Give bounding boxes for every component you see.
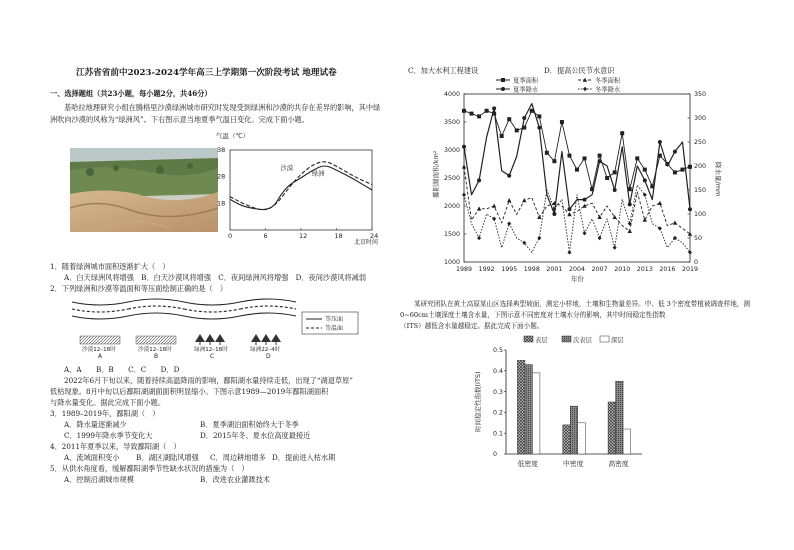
question-3-option-b: B．夏季湖泊面积始终大于冬季 <box>200 420 299 429</box>
passage-2-line-1: 2022年6月下旬以来，随着持续高温降雨的影响，鄱阳湖水量持续走低，出现了“湖退草原” <box>64 376 353 385</box>
its-category-label: 低密度 <box>517 460 539 468</box>
temp-series-label: 绿洲 <box>311 169 325 178</box>
lake-data-point <box>507 221 511 225</box>
passage-3-line-2: 0~60cm土壤深度土壤含水量，下图示意不同密度对土壤水分的影响，其中时间稳定性指数 <box>400 311 666 319</box>
iso-panel <box>72 302 128 358</box>
lake-data-point <box>462 193 466 197</box>
question-1-options: A．白天绿洲风将增强 B．白天沙漠风将增强 C．夜间绿洲风将增强 D．夜间沙漠风将减弱 <box>64 273 367 282</box>
question-4-option-d: D．提前进入枯水期 <box>272 453 336 462</box>
its-legend-label: 表层 <box>535 337 548 344</box>
its-ytick: 0.5 <box>493 347 504 355</box>
its-legend-swatch <box>524 336 533 342</box>
lake-data-point <box>620 131 624 135</box>
lake-data-point <box>643 168 647 172</box>
lake-data-point <box>470 112 474 116</box>
temp-ytick: 28 <box>217 172 226 181</box>
lake-ytick-left: 4000 <box>444 91 461 99</box>
sand-hatch <box>136 336 176 344</box>
iso-panel-label: 沙漠12–18时 <box>82 347 116 353</box>
lake-ytick-right: 150 <box>694 187 707 195</box>
lake-legend-label: 夏季降水 <box>513 86 539 94</box>
iso-panel <box>184 302 240 358</box>
lake-data-point <box>567 212 571 216</box>
iso-curve <box>240 313 296 316</box>
its-ytick: 0.2 <box>493 409 504 417</box>
iso-legend-label: 等温面 <box>325 325 344 332</box>
lake-data-point <box>583 156 587 160</box>
lake-ytick-left: 2500 <box>444 175 461 183</box>
lake-data-point <box>613 245 617 249</box>
lake-data-point <box>567 207 571 211</box>
its-bar-chart <box>470 334 650 480</box>
lake-data-point <box>680 168 684 172</box>
lake-data-point <box>477 178 481 182</box>
tree-icon <box>261 334 271 342</box>
iso-curve <box>128 313 184 316</box>
lake-xtick: 2019 <box>682 266 699 273</box>
iso-legend-label: 等压面 <box>325 316 344 323</box>
intro-line-2: 洲吹向沙漠的风称为“绿洲风”。下右图示意当地夏季气温日变化。完成下面小题。 <box>50 115 309 124</box>
iso-curve <box>128 306 184 309</box>
lake-ytick-left: 2000 <box>444 203 461 211</box>
its-bar <box>623 429 631 454</box>
question-5-option-c: C．加大水利工程建设 <box>408 66 479 75</box>
lake-ytick-right: 200 <box>694 163 707 171</box>
lake-data-point <box>537 236 541 240</box>
lake-ytick-right: 250 <box>694 139 707 147</box>
lake-ylabel-right: 降水量/mm <box>714 162 722 197</box>
lake-data-point <box>492 106 496 110</box>
sand-hatch <box>80 336 120 344</box>
lake-data-point <box>605 176 609 180</box>
section-heading: 一、选择题组（共23小题，每小题2分，共46分） <box>50 89 212 98</box>
question-3: 3．1989–2019年，鄱阳湖（ ） <box>50 409 160 418</box>
lake-xtick: 1992 <box>478 266 495 273</box>
lake-data-point <box>635 156 639 160</box>
passage-3-line-3: （ITS）越低含水量越稳定。据此完成下面小题。 <box>400 322 544 330</box>
iso-panel-label: 沙漠12–18时 <box>138 347 172 353</box>
lake-legend-label: 夏季面积 <box>513 77 539 85</box>
lake-series-line <box>464 111 690 189</box>
temp-series-line <box>230 162 372 210</box>
intro-line-1: 基哈拉地理研究小组在腾格里沙漠绿洲城市研究时发现受到绿洲和沙漠的共存在差异的影响，其中绿 <box>64 103 381 112</box>
lake-xtick: 2010 <box>614 266 631 273</box>
lake-xtick: 1989 <box>456 266 473 273</box>
temp-xlabel: 北京时间 <box>354 239 379 246</box>
iso-panel <box>240 299 296 358</box>
paper-title: 江苏省省前中2023-2024学年高三上学期第一次阶段考试 地理试卷 <box>76 68 337 78</box>
lake-data-point <box>462 109 466 113</box>
its-ytick: 0.3 <box>493 388 504 396</box>
lake-data-point <box>575 168 579 172</box>
its-bar <box>570 406 578 454</box>
lake-data-point <box>673 220 677 224</box>
iso-curve <box>184 309 240 312</box>
lake-ytick-left: 1000 <box>444 259 461 267</box>
lake-data-point <box>658 226 662 230</box>
its-legend-label: 深层 <box>611 337 624 344</box>
temp-xtick: 12 <box>299 232 308 240</box>
its-bar <box>608 402 616 454</box>
temp-ylabel: 气温（℃） <box>216 132 250 140</box>
passage-2-line-2: 低枯现象。8月中旬以后鄱阳湖湖面面积明显缩小。下图示意1989—2019年鄱阳湖面积 <box>50 387 329 396</box>
lake-data-point <box>598 236 602 240</box>
lake-legend-label: 冬季面积 <box>595 77 621 85</box>
its-bar <box>563 425 571 454</box>
lake-area-precip-chart <box>400 76 730 290</box>
lake-ytick-left: 3500 <box>444 119 461 127</box>
lake-data-point <box>477 114 481 118</box>
lake-data-point <box>658 140 662 144</box>
lake-xtick: 2016 <box>659 266 676 273</box>
iso-panel-letter: A <box>98 353 103 358</box>
tree-icon <box>215 334 225 342</box>
tree-icon <box>251 334 261 342</box>
temp-series-label: 沙漠 <box>280 164 294 172</box>
lake-data-point <box>643 178 647 182</box>
its-bar <box>616 381 624 454</box>
passage-2-line-3: 与降水量变化。据此完成下面小题。 <box>50 398 166 407</box>
lake-data-point <box>507 174 511 178</box>
its-legend-swatch <box>562 336 571 342</box>
lake-data-point <box>567 250 571 254</box>
lake-legend-label: 冬季降水 <box>595 86 621 94</box>
lake-data-point <box>688 232 692 236</box>
iso-curve <box>128 299 184 302</box>
passage-3-line-1: 某研究团队在黄土高原某山区选择典型坡面，测定小样地，土壤和生物量差异。中、低 3个密度带植被调查样地，测 <box>414 300 750 308</box>
its-bar <box>517 360 525 454</box>
question-2-options: A．A B．B C．C D．D <box>64 365 180 374</box>
lake-ytick-right: 300 <box>694 115 707 123</box>
question-4: 4．2011年夏季以来，导致鄱阳湖（ ） <box>50 442 181 451</box>
temp-plot-frame <box>230 150 372 230</box>
question-5-option-a: A．控制沿湖城市规模 <box>64 475 134 484</box>
lake-xlabel: 年份 <box>571 275 584 283</box>
lake-data-point <box>477 206 481 210</box>
question-3-option-d: D．2015年冬、夏水位高度最接近 <box>200 431 311 440</box>
lake-data-point <box>658 201 662 205</box>
iso-panel-letter: B <box>154 353 159 358</box>
lake-data-point <box>492 204 496 208</box>
temp-ytick: 18 <box>217 199 226 208</box>
tree-icon <box>195 334 205 342</box>
lake-data-point <box>643 218 647 222</box>
lake-data-point <box>628 202 632 206</box>
question-3-option-c: C．1999年降水季节变化大 <box>64 431 153 440</box>
lake-data-point <box>688 165 692 169</box>
iso-panel-label: 绿洲22–4时 <box>250 347 281 353</box>
lake-plot-frame <box>464 94 690 262</box>
its-bar <box>578 423 586 454</box>
lake-ytick-left: 3000 <box>444 147 461 155</box>
iso-curve <box>240 306 296 309</box>
lake-xtick: 2007 <box>591 266 608 273</box>
its-ytick: 0.4 <box>493 368 504 375</box>
iso-curve <box>184 316 240 319</box>
question-5: 5．从供水角度看，缓解鄱阳湖季节性缺水状况的措施为（ ） <box>50 464 249 473</box>
lake-data-point <box>560 120 564 124</box>
lake-data-point <box>552 159 556 163</box>
lake-xtick: 1998 <box>523 266 540 273</box>
lake-data-point <box>583 198 587 202</box>
lake-data-point <box>628 229 632 233</box>
its-legend-label: 次表层 <box>573 337 592 344</box>
lake-ytick-right: 0 <box>694 259 699 267</box>
desert-oasis-photo <box>70 148 218 232</box>
its-category-label: 中密度 <box>563 460 584 468</box>
lake-data-point <box>462 145 466 149</box>
question-5-option-d: D．提高公民节水意识 <box>544 66 615 75</box>
lake-data-point <box>507 198 511 202</box>
lake-data-point <box>485 109 489 113</box>
lake-data-point <box>688 207 692 211</box>
its-ylabel: 时间稳定性指数(ITS) <box>474 371 482 432</box>
lake-xtick: 2001 <box>546 266 563 273</box>
lake-xtick: 2004 <box>569 266 586 273</box>
lake-data-point <box>500 134 504 138</box>
its-ytick: 0 <box>493 451 498 459</box>
question-4-option-b: B．湖区湖陆风增强 <box>136 453 199 462</box>
iso-panel <box>128 299 184 358</box>
its-category-label: 高密度 <box>608 460 629 468</box>
lake-xtick: 2013 <box>636 266 653 273</box>
its-bar <box>532 373 540 454</box>
isobar-diagram <box>70 294 360 358</box>
lake-data-point <box>552 212 556 216</box>
lake-ytick-right: 100 <box>694 211 707 219</box>
iso-curve <box>184 302 240 305</box>
lake-data-point <box>567 154 571 158</box>
lake-series-line <box>464 185 690 252</box>
iso-curve <box>240 299 296 302</box>
lake-data-point <box>583 231 587 235</box>
temp-xtick: 18 <box>334 232 343 240</box>
iso-curve <box>72 302 128 305</box>
question-1: 1．随着绿洲城市面积逐渐扩大（ ） <box>50 262 170 271</box>
lake-data-point <box>507 117 511 121</box>
question-5-option-b: B．改进农业灌溉技术 <box>200 475 270 484</box>
lake-data-point <box>515 128 519 132</box>
lake-data-point <box>522 198 526 202</box>
question-4-option-a: A．流域面积变小 <box>64 453 120 462</box>
lake-data-point <box>492 217 496 221</box>
lake-ytick-left: 1500 <box>444 231 461 239</box>
lake-data-point <box>673 150 677 154</box>
lake-data-point <box>598 159 602 163</box>
iso-panel-label: 绿洲12–18时 <box>194 347 228 353</box>
temp-xtick: 24 <box>370 232 379 240</box>
lake-ylabel-left: 鄱阳湖面积/km² <box>432 150 440 198</box>
lake-data-point <box>673 170 677 174</box>
lake-data-point <box>462 164 466 168</box>
lake-ytick-right: 350 <box>694 91 707 99</box>
iso-curve <box>72 309 128 312</box>
lake-legend-marker <box>583 87 587 91</box>
iso-panel-letter: D <box>266 353 271 358</box>
lake-data-point <box>537 114 541 118</box>
temp-series-line <box>230 166 372 210</box>
temperature-chart <box>214 130 386 248</box>
lake-data-point <box>613 188 617 192</box>
tree-icon <box>271 334 281 342</box>
tree-icon <box>205 334 215 342</box>
lake-data-point <box>477 236 481 240</box>
temp-ytick: 38 <box>217 146 226 154</box>
its-bar <box>525 365 533 454</box>
its-ytick: 0.1 <box>493 430 504 438</box>
lake-data-point <box>545 151 549 155</box>
question-3-option-a: A．降水量逐渐减少 <box>64 420 127 429</box>
its-legend-swatch <box>600 336 609 342</box>
lake-data-point <box>537 126 541 130</box>
iso-panel-letter: C <box>210 353 215 358</box>
lake-data-point <box>613 170 617 174</box>
question-2: 2．下列绿洲和沙漠等温面和等压面绘制正确的是（ ） <box>50 284 228 293</box>
lake-data-point <box>522 116 526 120</box>
lake-data-point <box>598 154 602 158</box>
lake-legend-marker <box>501 87 505 91</box>
temp-xtick: 0 <box>228 232 233 240</box>
lake-ytick-right: 50 <box>694 235 703 243</box>
lake-xtick: 1995 <box>501 266 518 273</box>
iso-curve <box>72 316 128 319</box>
question-4-option-c: C．周边耕地增多 <box>210 453 266 462</box>
temp-xtick: 6 <box>263 232 268 240</box>
lake-legend-marker <box>501 78 505 82</box>
